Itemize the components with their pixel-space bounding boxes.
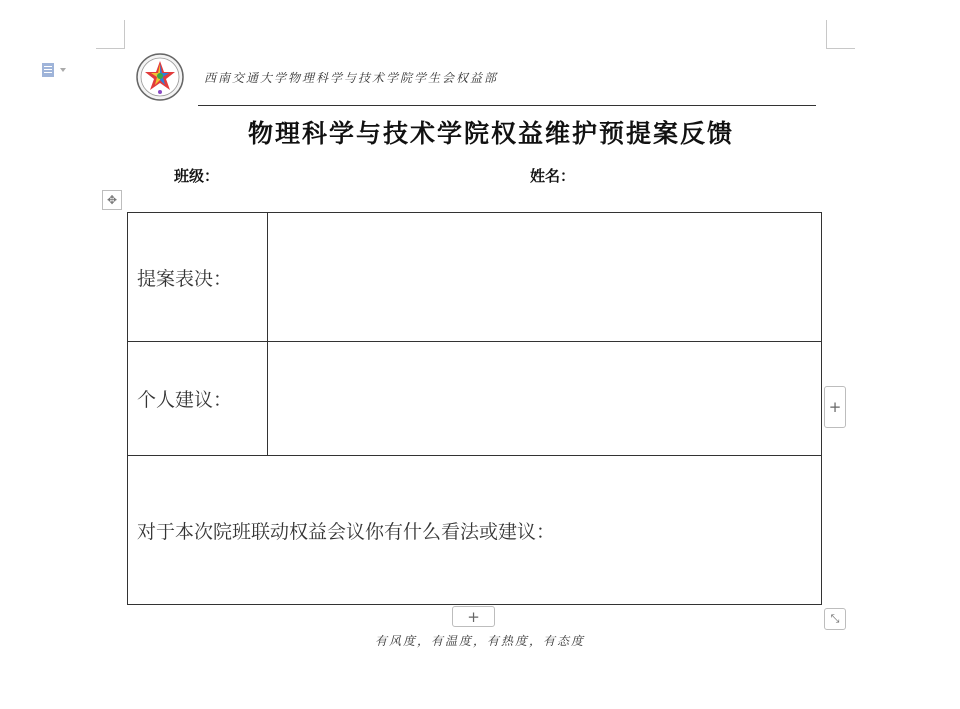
table-row [128, 456, 822, 605]
add-column-button[interactable] [824, 386, 846, 428]
plus-icon: + [828, 398, 842, 416]
feedback-table [127, 212, 822, 605]
page-header [134, 52, 498, 102]
document-menu-button[interactable] [42, 62, 82, 78]
suggestion-label-cell[interactable] [128, 342, 268, 456]
proposal-label: 提案表决： [137, 267, 233, 290]
student-union-logo [134, 52, 186, 102]
suggestion-label: 个人建议： [137, 389, 233, 411]
opinion-cell[interactable] [128, 456, 822, 605]
page-footer-slogan: 有风度，有温度，有热度，有态度 [374, 634, 585, 648]
resize-icon: ⤡ [830, 612, 840, 625]
table-resize-handle[interactable] [824, 608, 846, 630]
document-icon [42, 63, 54, 77]
table-row [128, 342, 822, 456]
table-move-handle[interactable] [102, 190, 122, 210]
plus-icon: + [467, 607, 480, 626]
proposal-input-cell[interactable] [268, 213, 822, 342]
proposal-label-cell[interactable] [128, 213, 268, 342]
class-label: 班级： [174, 167, 220, 185]
name-label: 姓名： [530, 167, 576, 185]
header-divider [198, 105, 816, 106]
page-title: 物理科学与技术学院权益维护预提案反馈 [247, 119, 734, 148]
move-icon: ✥ [106, 193, 118, 207]
crop-mark-top-right [826, 20, 855, 49]
header-org-name: 西南交通大学物理科学与技术学院学生会权益部 [204, 70, 499, 85]
suggestion-input-cell[interactable] [268, 342, 822, 456]
crop-mark-top-left [96, 20, 125, 49]
table-row [128, 213, 822, 342]
add-row-button[interactable] [452, 606, 495, 627]
opinion-question: 对于本次院班联动权益会议你有什么看法或建议： [137, 520, 556, 543]
chevron-down-icon [60, 68, 66, 72]
